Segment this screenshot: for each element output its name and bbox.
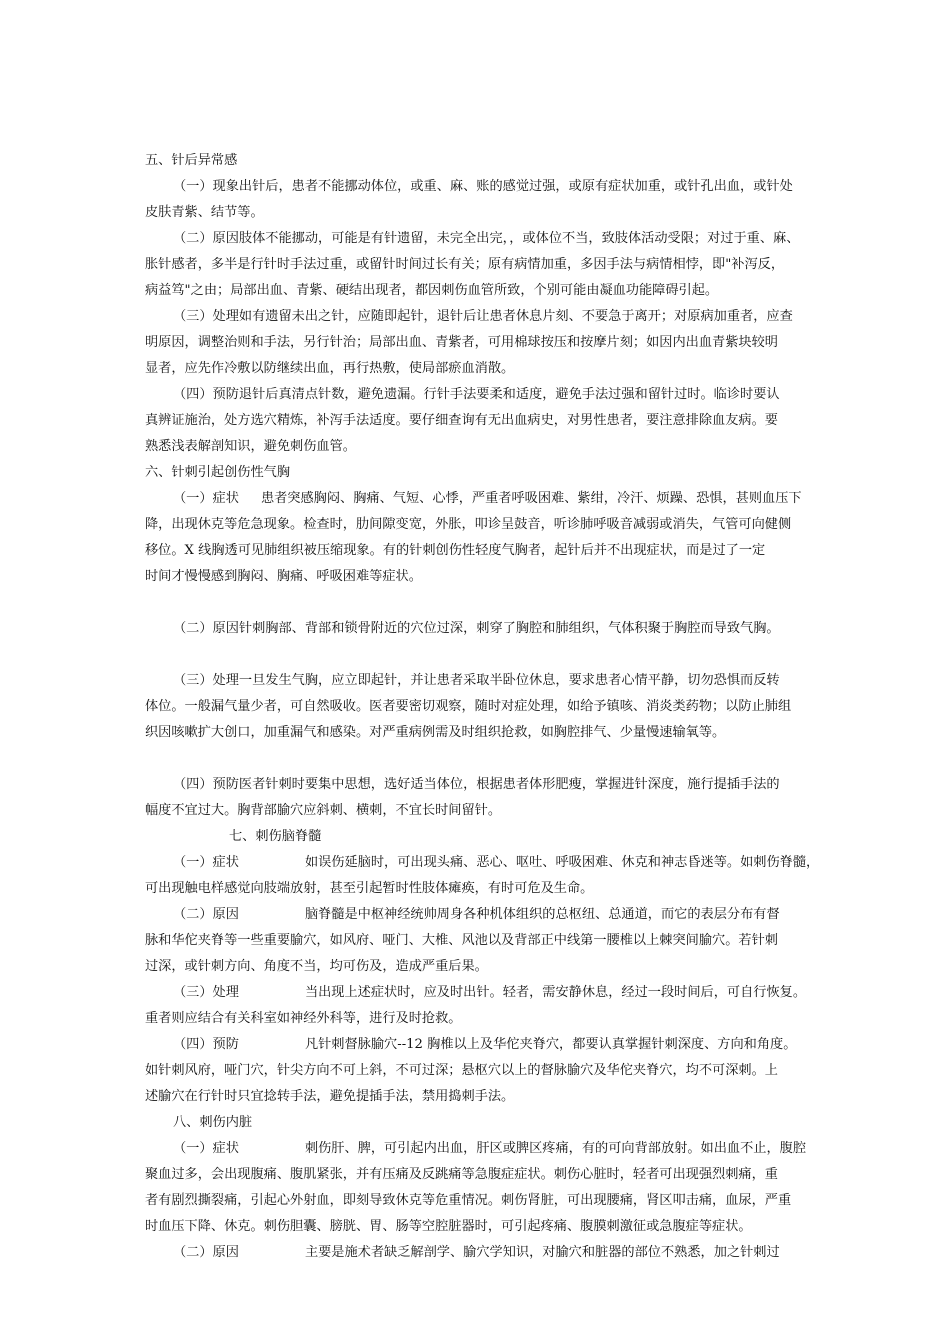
s7-p1-text: 如误伤延脑时，可出现头痛、恶心、呕吐、呼吸困难、休克和神志昏迷等。如刺伤脊髓， xyxy=(304,855,820,870)
section-6-heading: 六、针刺引起创伤性气胸 xyxy=(145,465,291,480)
s5-p4-line: 真辨证施治，处方选穴精炼，补泻手法适度。要仔细查询有无出血病史，对男性患者，要注意排除血友病。要 xyxy=(145,413,778,428)
s8-p1-label: （一）症状 xyxy=(173,1141,239,1156)
s7-p1-line xyxy=(145,850,820,876)
s7-p4-line xyxy=(145,1032,813,1058)
s7-p4-line: 如针刺风府，哑门穴，针尖方向不可上斜，不可过深；悬枢穴以上的督脉腧穴及华佗夹脊穴，均不可深刺。上 xyxy=(145,1063,778,1078)
section-8-heading: 八、刺伤内脏 xyxy=(173,1115,253,1130)
s6-p1-line: 降，出现休克等危急现象。检查时，肋间隙变宽，外胀，叩诊呈鼓音，听诊肺呼吸音减弱或消失，气管可向健侧 xyxy=(145,517,792,532)
s7-p2-line: 脉和华佗夹脊等一些重要腧穴，如风府、哑门、大椎、风池以及背部正中线第一腰椎以上棘突间腧穴。若针刺 xyxy=(145,933,778,948)
s6-p1-text: 患者突感胸闷、胸痛、气短、心悸，严重者呼吸困难、紫绀，冷汗、烦躁、恐惧，甚则血压下 xyxy=(260,491,802,506)
s5-p2-line: 胀针感者，多半是行针时手法过重，或留针时间过长有关；原有病情加重，多因手法与病情相悖，即"补泻反， xyxy=(145,257,785,272)
s7-p2-line: 过深，或针刺方向、角度不当，均可伤及，造成严重后果。 xyxy=(145,959,488,974)
s5-p1-line: 皮肤青紫、结节等。 xyxy=(145,205,264,220)
s6-p3-line: 织因咳嗽扩大创口，加重漏气和感染。对严重病例需及时组织抢救，如胸腔排气、少量慢速输氧等。 xyxy=(145,725,726,740)
s5-p1-line: （一）现象出针后，患者不能挪动体位，或重、麻、账的感觉过强，或原有症状加重，或针孔出血，或针处 xyxy=(173,179,793,194)
s6-p1-line xyxy=(145,486,813,512)
s8-p1-text: 刺伤肝、脾，可引起内出血，肝区或脾区疼痛，有的可向背部放射。如出血不止，腹腔 xyxy=(304,1141,807,1156)
s6-p1-line: 移位。X 线胸透可见肺组织被压缩现象。有的针刺创伤性轻度气胸者，起针后并不出现症状，而是过了一定 xyxy=(145,543,766,558)
s8-p1-line: 聚血过多，会出现腹痛、腹肌紧张，并有压痛及反跳痛等急腹症症状。刺伤心脏时，轻者可出现强烈刺痛，重 xyxy=(145,1167,778,1182)
s7-p3-line: 重者则应结合有关科室如神经外科等，进行及时抢救。 xyxy=(145,1011,462,1026)
s5-p2-line: 病益笃"之由；局部出血、青紫、硬结出现者，都因刺伤血管所致，个别可能由凝血功能障碍引起。 xyxy=(145,283,719,298)
s7-p2-text: 脑脊髓是中枢神经统帅周身各种机体组织的总枢纽、总通道，而它的表层分布有督 xyxy=(304,907,780,922)
s8-p1-line: 者有剧烈撕裂痛，引起心外射血，即刻导致休克等危重情况。刺伤肾脏，可出现腰痛，肾区叩击痛，血尿，严重 xyxy=(145,1193,792,1208)
s7-p4-text: 凡针刺督脉腧穴--12 胸椎以上及华佗夹脊穴，都要认真掌握针刺深度、方向和角度。 xyxy=(304,1037,797,1052)
s5-p3-line: 明原因，调整治则和手法，另行针治；局部出血、青紫者，可用棉球按压和按摩片刻；如因内出血青紫块较明 xyxy=(145,335,778,350)
s5-p3-line: （三）处理如有遗留未出之针，应随即起针，退针后让患者休息片刻、不要急于离开；对原病加重者，应查 xyxy=(173,309,793,324)
s8-p2-text: 主要是施术者缺乏解剖学、腧穴学知识，对腧穴和脏器的部位不熟悉，加之针刺过 xyxy=(304,1245,780,1260)
s7-p2-label: （二）原因 xyxy=(173,907,239,922)
s5-p4-line: 熟悉浅表解剖知识，避免刺伤血管。 xyxy=(145,439,356,454)
s8-p1-line: 时血压下降、休克。刺伤胆囊、膀胱、胃、肠等空腔脏器时，可引起疼痛、腹膜刺激征或急腹症等症状。 xyxy=(145,1219,752,1234)
s5-p3-line: 显者，应先作冷敷以防继续出血，再行热敷，使局部瘀血消散。 xyxy=(145,361,515,376)
document-page xyxy=(145,148,820,1266)
s5-p4-line: （四）预防退针后真清点针数，避免遗漏。行针手法要柔和适度，避免手法过强和留针过时。临诊时要认 xyxy=(173,387,780,402)
s6-p2-line: （二）原因针刺胸部、背部和锁骨附近的穴位过深，刺穿了胸腔和肺组织，气体积聚于胸腔而导致气胸。 xyxy=(173,621,780,636)
s7-p4-line: 述腧穴在行针时只宜捻转手法，避免提插手法，禁用捣刺手法。 xyxy=(145,1089,515,1104)
s8-p2-label: （二）原因 xyxy=(173,1245,239,1260)
s7-p4-label: （四）预防 xyxy=(173,1037,239,1052)
s7-p1-label: （一）症状 xyxy=(173,855,239,870)
s7-p3-line xyxy=(145,980,813,1006)
s7-p2-line xyxy=(145,902,813,928)
s7-p3-text: 当出现上述症状时，应及时出针。轻者，需安静休息，经过一段时间后，可自行恢复。 xyxy=(304,985,807,1000)
s5-p2-line: （二）原因肢体不能挪动，可能是有针遗留，未完全出完，，或体位不当，致肢体活动受限；对过于重、麻、 xyxy=(173,231,800,246)
section-5-heading: 五、针后异常感 xyxy=(145,153,238,168)
s6-p1-line: 时间才慢慢感到胸闷、胸痛、呼吸困难等症状。 xyxy=(145,569,422,584)
section-7-heading: 七、刺伤脑脊髓 xyxy=(229,829,322,844)
s7-p3-label: （三）处理 xyxy=(173,985,239,1000)
s6-p1-label: （一）症状 xyxy=(173,491,239,506)
s6-p3-line: 体位。一般漏气量少者，可自然吸收。医者要密切观察，随时对症处理，如给予镇咳、消炎类药物；以防止肺组 xyxy=(145,699,792,714)
s6-p4-line: （四）预防医者针刺时要集中思想，选好适当体位，根据患者体形肥瘦，掌握进针深度，施行提插手法的 xyxy=(173,777,780,792)
s6-p3-line: （三）处理一旦发生气胸，应立即起针，并让患者采取半卧位休息，要求患者心情平静，切勿恐惧而反转 xyxy=(173,673,780,688)
s6-p4-line: 幅度不宜过大。胸背部腧穴应斜刺、横刺，不宜长时间留针。 xyxy=(145,803,502,818)
s7-p1-line: 可出现触电样感觉向肢端放射，甚至引起暂时性肢体瘫痪，有时可危及生命。 xyxy=(145,881,594,896)
s8-p2-line xyxy=(145,1240,813,1266)
s8-p1-line xyxy=(145,1136,813,1162)
